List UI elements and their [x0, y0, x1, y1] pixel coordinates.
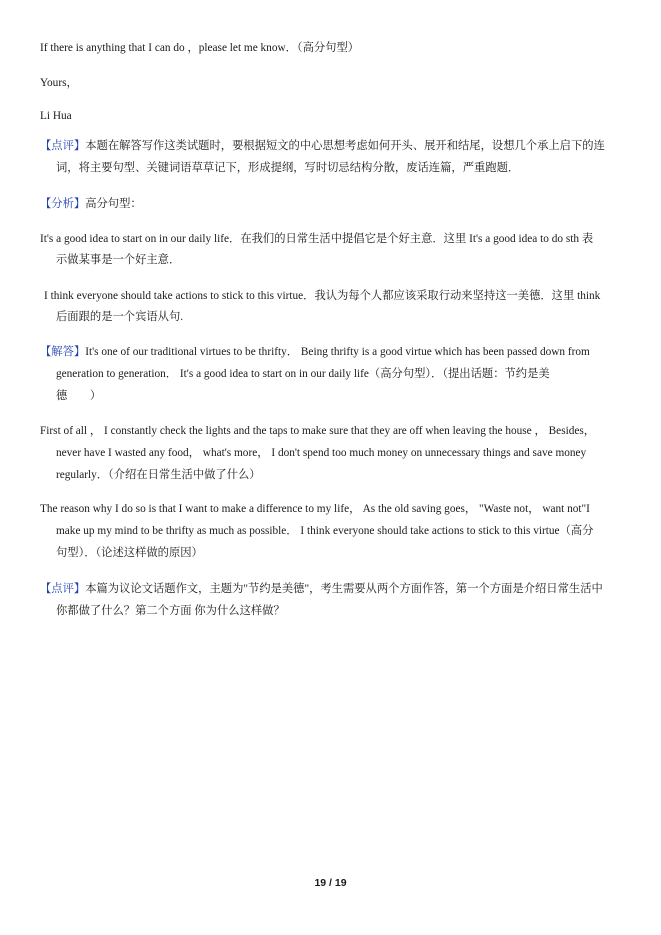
answer-tag: 【解答】: [40, 346, 86, 358]
doc-line: 句型）．（论述这样做的原因）: [56, 547, 203, 559]
analysis-heading: 【分析】高分句型：: [40, 198, 142, 210]
doc-line: regularly．（介绍在日常生活中做了什么）: [56, 469, 261, 481]
doc-line: 后面跟的是一个宾语从句.: [56, 311, 184, 323]
doc-line: make up my mind to be thrifty as much as possible． I think everyone should take actions to stick to this virtue（高分: [56, 525, 594, 537]
doc-line: 词，将主要句型、关键词语草草记下，形成提纲，写时切忌结构分散，废话连篇，严重跑题．: [56, 162, 520, 174]
doc-line: 德 ）: [56, 390, 102, 402]
doc-line: 你都做了什么？第二个方面 你为什么这样做？: [56, 605, 285, 617]
doc-line: First of all ， I constantly check the lights and the taps to make sure that they are off when leaving the house ， Besides，: [40, 425, 596, 437]
comment-heading-2: 【点评】本篇为议论文话题作文，主题为"节约是美德"，考生需要从两个方面作答，第一个方面是介绍日常生活中: [40, 583, 603, 595]
comment-tag: 【点评】: [40, 140, 86, 152]
doc-line: generation to generation． It's a good idea to start on in our daily life（高分句型）．（提出话题：节约是美: [56, 368, 550, 380]
doc-line: The reason why I do so is that I want to make a difference to my life， As the old saving goes， "Waste not， want not"I: [40, 503, 590, 515]
doc-line: Li Hua: [40, 110, 72, 122]
answer-heading: 【解答】It's one of our traditional virtues to be thrifty． Being thrifty is a good virtue which has been passed down from: [40, 346, 590, 358]
doc-line: never have I wasted any food， what's more， I don't spend too much money on unnecessary things and save money: [56, 447, 587, 459]
doc-line: I think everyone should take actions to stick to this virtue．我认为每个人都应该采取行动来坚持这一美德．这里 think: [44, 290, 601, 302]
comment-tag: 【点评】: [40, 583, 86, 595]
analysis-tag: 【分析】: [40, 198, 86, 210]
doc-line: Yours，: [40, 77, 78, 89]
comment-heading-1: 【点评】本题在解答写作这类试题时，要根据短文的中心思想考虑如何开头、展开和结尾，设想几个承上启下的连: [40, 140, 605, 152]
doc-line: 示做某事是一个好主意．: [56, 254, 181, 266]
doc-line: It's a good idea to start on in our daily life．在我们的日常生活中提倡它是个好主意．这里 It's a good idea to do sth 表: [40, 233, 594, 245]
page-number: 19 / 19: [314, 877, 347, 889]
doc-line: If there is anything that I can do ，please let me know．（高分句型）: [40, 42, 360, 54]
